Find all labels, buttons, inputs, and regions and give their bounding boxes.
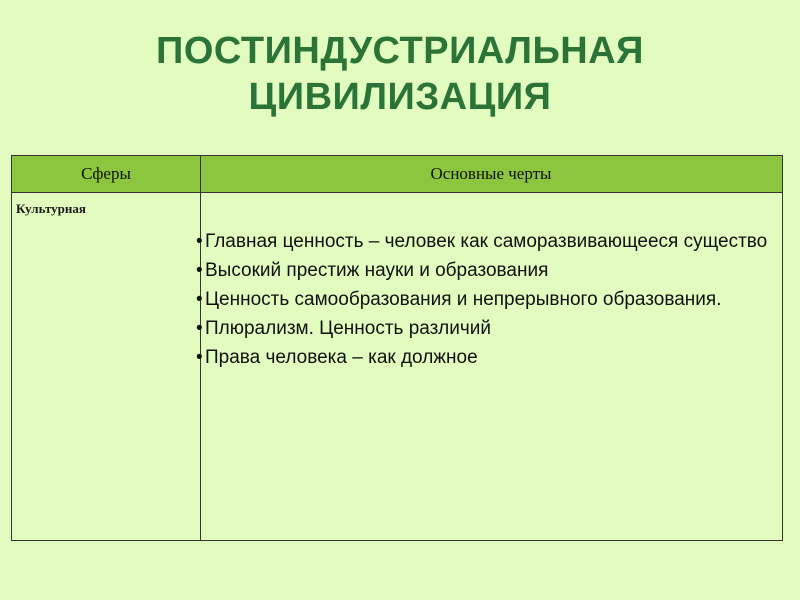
feature-item (196, 227, 776, 256)
feature-text: Права человека – как должное (205, 347, 478, 368)
feature-item (196, 314, 776, 343)
feature-item (196, 256, 776, 285)
header-spheres: Сферы (81, 164, 131, 183)
header-main-features: Основные черты (430, 164, 552, 183)
slide-title (0, 28, 800, 120)
features-table (11, 155, 783, 541)
features-list (196, 227, 776, 372)
feature-text: Плюрализм. Ценность различий (205, 318, 491, 339)
bullet-icon: • (196, 260, 203, 281)
sphere-cell: Культурная (16, 201, 86, 216)
slide-title-line-1: ПОСТИНДУСТРИАЛЬНАЯ (156, 30, 644, 72)
table-header-row (12, 156, 782, 193)
slide-title-line-2: ЦИВИЛИЗАЦИЯ (248, 76, 552, 118)
bullet-icon: • (196, 318, 203, 339)
feature-text: Главная ценность – человек как саморазвивающееся существо (205, 231, 768, 252)
feature-item (196, 285, 776, 314)
bullet-icon: • (196, 231, 203, 252)
feature-item (196, 343, 776, 372)
bullet-icon: • (196, 347, 203, 368)
bullet-icon: • (196, 289, 203, 310)
feature-text: Ценность самообразования и непрерывного образования. (205, 289, 722, 310)
feature-text: Высокий престиж науки и образования (205, 260, 549, 281)
